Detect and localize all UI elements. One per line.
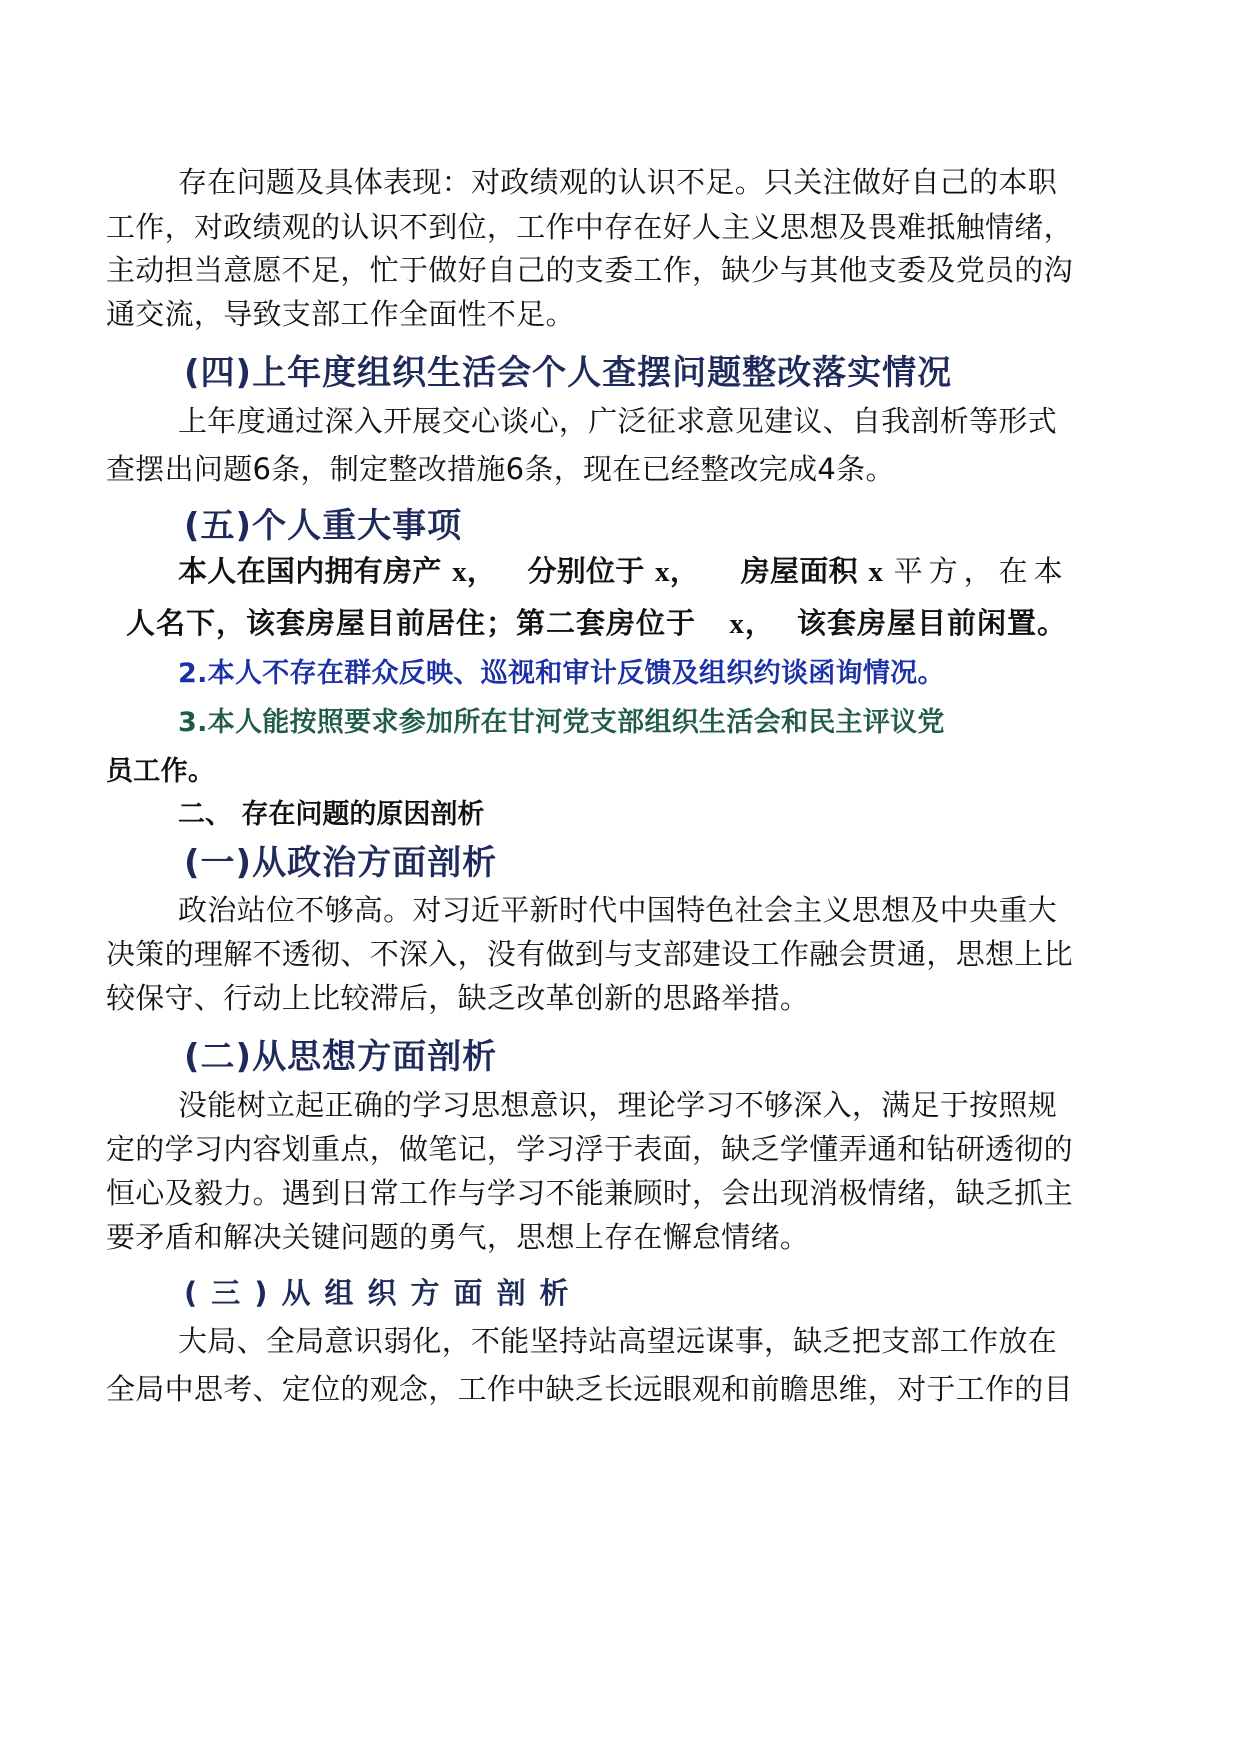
property-text: 分别位于 xyxy=(527,554,645,588)
placeholder-x: x， xyxy=(452,556,497,588)
paragraph-line: 政治站位不够高。对习近平新时代中国特色社会主义思想及中央重大 xyxy=(178,893,1058,927)
paragraph-line: 上年度通过深入开展交心谈心，广泛征求意见建议、自我剖析等形式 xyxy=(178,404,1058,438)
paragraph-line: 通交流，导致支部工作全面性不足。 xyxy=(106,297,575,331)
section-heading: (二)从思想方面剖析 xyxy=(184,1037,498,1077)
paragraph-line: 决策的理解不透彻、不深入，没有做到与支部建设工作融会贯通，思想上比 xyxy=(106,937,1073,971)
paragraph-line: 大局、全局意识弱化，不能坚持站高望远谋事，缺乏把支部工作放在 xyxy=(178,1324,1058,1358)
paragraph-line: 要矛盾和解决关键问题的勇气，思想上存在懈怠情绪。 xyxy=(106,1220,810,1254)
property-line-2 xyxy=(126,605,1067,642)
section-heading: (五)个人重大事项 xyxy=(184,506,463,546)
paragraph-line: 恒心及毅力。遇到日常工作与学习不能兼顾时，会出现消极情绪，缺乏抓主 xyxy=(106,1176,1073,1210)
paragraph-line: 存在问题及具体表现：对政绩观的认识不足。只关注做好自己的本职 xyxy=(178,165,1058,199)
property-line-1 xyxy=(178,553,1069,590)
paragraph-line: 全局中思考、定位的观念，工作中缺乏长远眼观和前瞻思维，对于工作的目 xyxy=(106,1372,1073,1406)
paragraph-line: 较保守、行动上比较滞后，缺乏改革创新的思路举措。 xyxy=(106,981,810,1015)
list-item: 2.本人不存在群众反映、巡视和审计反馈及组织约谈函询情况。 xyxy=(178,658,945,689)
placeholder-x: x， xyxy=(655,556,700,588)
paragraph-line: 查摆出问题6条，制定整改措施6条，现在已经整改完成4条。 xyxy=(106,452,895,486)
property-text: 人名下，该套房屋目前居住；第二套房位于 xyxy=(126,606,697,640)
section-heading: (四)上年度组织生活会个人查摆问题整改落实情况 xyxy=(184,353,953,393)
paragraph-line: 没能树立起正确的学习思想意识，理论学习不够深入，满足于按照规 xyxy=(178,1088,1058,1122)
placeholder-x: x xyxy=(868,556,884,588)
paragraph-line: 定的学习内容划重点，做笔记，学习浮于表面，缺乏学懂弄通和钻研透彻的 xyxy=(106,1132,1073,1166)
property-text: 该套房屋目前闲置。 xyxy=(797,606,1068,640)
property-text: 房屋面积 xyxy=(740,554,858,588)
list-item-continuation: 员工作。 xyxy=(106,756,216,787)
placeholder-x: x， xyxy=(729,608,775,640)
property-text: 本人在国内拥有房产 xyxy=(178,554,442,588)
list-item: 3.本人能按照要求参加所在甘河党支部组织生活会和民主评议党 xyxy=(178,707,945,738)
section-heading: (三)从组织方面剖析 xyxy=(184,1276,583,1310)
section-heading: (一)从政治方面剖析 xyxy=(184,843,498,883)
section-title: 二、 存在问题的原因剖析 xyxy=(178,799,485,830)
property-text: 平方，在本 xyxy=(893,554,1069,588)
paragraph-line: 主动担当意愿不足，忙于做好自己的支委工作，缺少与其他支委及党员的沟 xyxy=(106,253,1073,287)
paragraph-line: 工作，对政绩观的认识不到位，工作中存在好人主义思想及畏难抵触情绪， xyxy=(106,210,1073,244)
